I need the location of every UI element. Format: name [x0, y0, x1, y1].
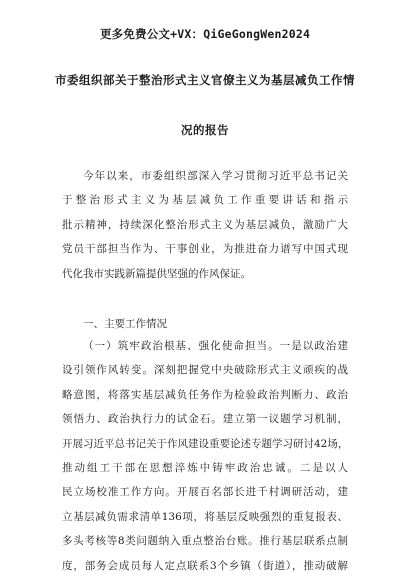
body-paragraph — [0, 334, 410, 578]
paragraph-line: 批示精神，持续深化整治形式主义为基层减负，激励广大 — [62, 218, 348, 231]
paragraph-line: 今年以来，市委组织部深入学习贯彻习近平总书记关 — [83, 170, 348, 182]
header-watermark-text: 更多免费公文+VX：QiGeGongWen2024 — [99, 27, 311, 41]
paragraph-line: 推动组工干部在思想淬炼中铸牢政治忠诚。二是以人 — [62, 461, 348, 474]
intro-paragraph — [0, 164, 410, 286]
paragraph-line: 多头考核等8类问题纳入重点整治台账。推行基层联系点制 — [62, 535, 348, 548]
paragraph-line: 于整治形式主义为基层减负工作重要讲话和指示 — [62, 194, 348, 207]
section-heading: 一、主要工作情况 — [83, 318, 167, 330]
paragraph-line: 民立场校准工作方向。开展百名部长进千村调研活动，建 — [62, 486, 348, 499]
paragraph-line: 度，部务会成员每人定点联系3个乡镇（街道），推动破解 — [62, 559, 348, 572]
paragraph-line: 党员干部担当作为、干事创业，为推进奋力谱写中国式现 — [62, 243, 348, 256]
paragraph-line: 代化我市实践新篇提供坚强的作风保证。 — [62, 267, 251, 280]
document-title-line-1: 市委组织部关于整治形式主义官僚主义为基层减负工作情 — [55, 73, 355, 87]
paragraph-line: 略意图，将落实基层减负任务作为检验政治判断力、政治 — [62, 388, 348, 401]
paragraph-line: （一）筑牢政治根基、强化使命担当。一是以政治建 — [83, 340, 348, 352]
paragraph-line: 领悟力、政治执行力的试金石。建立第一议题学习机制， — [62, 413, 348, 426]
paragraph-line: 设引领作风转变。深刻把握党中央破除形式主义顽疾的战 — [62, 364, 348, 377]
paragraph-line: 立基层减负需求清单136项，将基层反映强烈的重复报表、 — [62, 510, 348, 523]
document-title-line-2: 况的报告 — [181, 123, 229, 137]
paragraph-line: 开展习近平总书记关于作风建设重要论述专题学习研讨42场， — [62, 437, 349, 450]
